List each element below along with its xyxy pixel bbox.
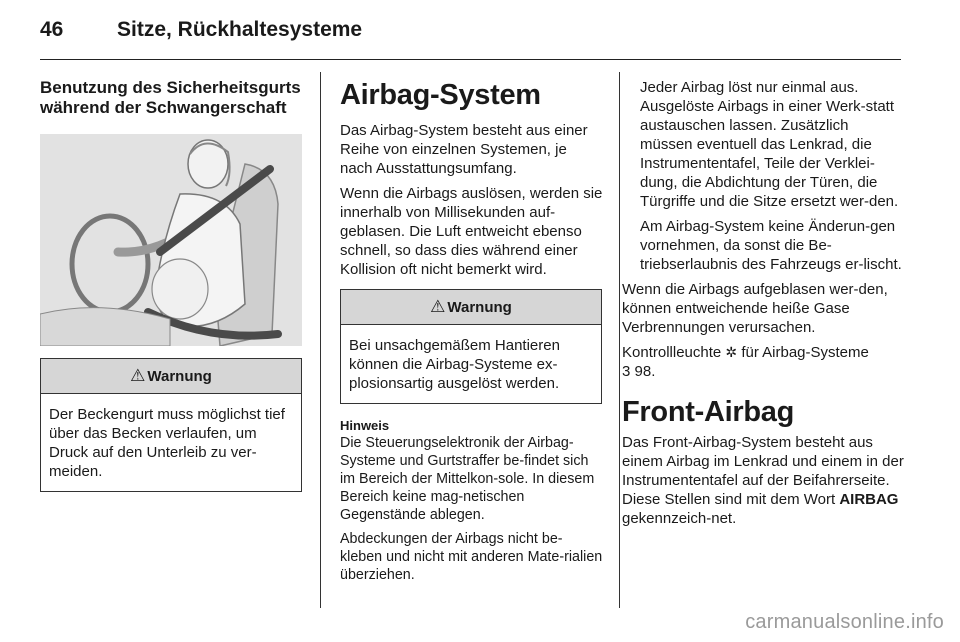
pregnant-driver-seatbelt-illustration bbox=[40, 134, 302, 346]
warning-box-airbag bbox=[340, 289, 602, 404]
paragraph-indicator bbox=[622, 343, 904, 381]
heading-line-1: Benutzung des Sicherheitsgurts bbox=[40, 78, 301, 97]
hint-paragraph: Die Steuerungselektronik der Airbag-Systeme und Gurtstraffer be-findet sich im Bereich der Mittelkon-sole. In diesem Bereich keine mag-netischen Gegenstände ablegen. bbox=[340, 435, 595, 523]
column-1 bbox=[40, 78, 302, 492]
column-divider-2 bbox=[619, 72, 620, 608]
paragraph: Das Airbag-System besteht aus einer Reihe von einzelnen Systemen, je nach Ausstattungsumfang. bbox=[340, 122, 588, 177]
paragraph bbox=[622, 433, 904, 528]
paragraph: Wenn die Airbags aufgeblasen wer-den, können entweichende heiße Gase Verbrennungen verursachen. bbox=[622, 281, 888, 336]
text-fragment: für Airbag-Systeme bbox=[741, 344, 869, 361]
warning-text: Der Beckengurt muss möglichst tief über das Becken verlaufen, um Druck auf den Unterleib zu ver-meiden. bbox=[49, 406, 285, 480]
text-fragment: Das Front-Airbag-System besteht aus einem Airbag im Lenkrad und einem in der Instrumententafel auf der Beifahrerseite. Diese Stellen sind mit dem Wort bbox=[622, 434, 904, 508]
paragraph: Jeder Airbag löst nur einmal aus. Ausgelöste Airbags in einer Werk-statt austauschen lassen. Zusätzlich müssen eventuell das Lenkrad, die Instrumententafel, Teile der Verklei-dung, die Abdichtung der Türen, die Türgriffe und die Sitze ersetzt wer-den. bbox=[640, 79, 899, 210]
paragraph: Am Airbag-System keine Änderun-gen vornehmen, da sonst die Be-triebserlaubnis des Fahrzeugs er-lischt. bbox=[640, 218, 902, 273]
page-reference: 3 98. bbox=[622, 363, 656, 380]
airbag-label-text: AIRBAG bbox=[839, 491, 899, 508]
column-divider-1 bbox=[320, 72, 321, 608]
warning-header bbox=[41, 359, 301, 394]
column-3 bbox=[622, 78, 904, 534]
heading-front-airbag: Front-Airbag bbox=[622, 396, 794, 428]
warning-text: Bei unsachgemäßem Hantieren können die Airbag-Systeme ex-plosionsartig ausgelöst werden. bbox=[349, 337, 560, 392]
text-fragment: gekennzeich-net. bbox=[622, 510, 737, 527]
airbag-indicator-icon: ✲ bbox=[725, 344, 738, 360]
heading-line-2: während der Schwangerschaft bbox=[40, 98, 287, 117]
page-title: Sitze, Rückhaltesysteme bbox=[117, 18, 363, 41]
warning-triangle-icon: ⚠ bbox=[130, 366, 146, 385]
warning-header bbox=[341, 290, 601, 325]
header-divider bbox=[40, 59, 901, 60]
paragraph: Wenn die Airbags auslösen, werden sie innerhalb von Millisekunden auf-geblasen. Die Luft entweicht ebenso schnell, so dass dies während einer Kollision oft nicht bemerkt wird. bbox=[340, 185, 603, 278]
watermark: carmanualsonline.info bbox=[745, 611, 944, 633]
section-heading-pregnancy bbox=[40, 78, 302, 118]
text-fragment: Kontrollleuchte bbox=[622, 344, 722, 361]
hint-title: Hinweis bbox=[340, 418, 390, 433]
warning-label: Warnung bbox=[147, 367, 212, 385]
warning-label: Warnung bbox=[447, 298, 512, 316]
hint-paragraph: Abdeckungen der Airbags nicht be-kleben und nicht mit anderen Mate-rialien überziehen. bbox=[340, 531, 603, 583]
warning-box-pregnancy bbox=[40, 358, 302, 492]
heading-airbag-system: Airbag-System bbox=[340, 79, 541, 111]
column-2 bbox=[340, 78, 603, 590]
page-number: 46 bbox=[40, 18, 64, 41]
warning-triangle-icon: ⚠ bbox=[430, 297, 446, 316]
